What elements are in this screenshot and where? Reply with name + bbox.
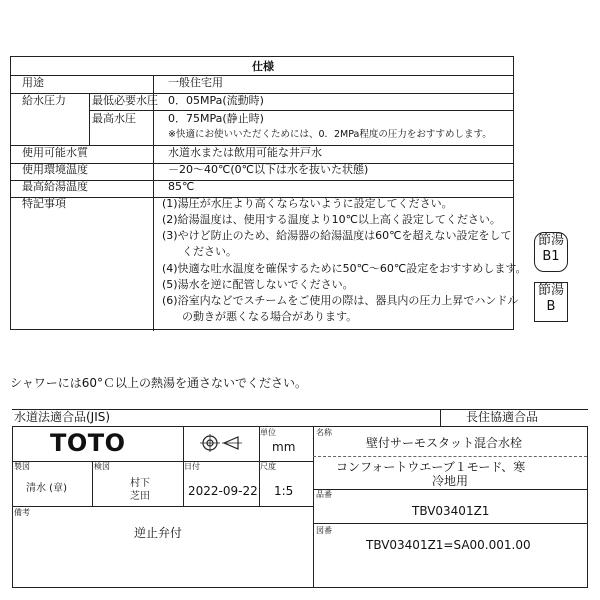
- drawn-value: 清水 (章): [26, 483, 67, 494]
- drawing-value: TBV03401Z1=SA00.001.00: [366, 538, 531, 552]
- spec-note-3-cont: ください。: [182, 245, 237, 258]
- spec-sublabel-min-pressure: 最低必要水圧: [92, 94, 158, 107]
- drawing-label: 図番: [316, 526, 332, 535]
- name-label: 名称: [316, 428, 332, 437]
- partno-value: TBV03401Z1: [412, 504, 490, 518]
- unit-label: 単位: [260, 428, 276, 437]
- spec-note-4: (4)快適な吐水温度を確保するために50℃～60℃設定をおすすめします。: [162, 262, 527, 275]
- subname-line1: コンフォートウエーブ１モード、寒: [336, 460, 526, 474]
- spec-note-1: (1)湯圧が水圧より高くならないように設定してください。: [162, 197, 453, 210]
- subname-line2: 冷地用: [432, 474, 469, 488]
- date-value: 2022-09-22: [188, 484, 258, 498]
- spec-note-3: (3)やけど防止のため、給湯器の給湯温度は60℃を超えない設定をして: [162, 229, 512, 242]
- checked-value-2: 芝田: [130, 491, 150, 502]
- scale-value: 1:5: [274, 484, 294, 498]
- spec-note-6-cont: の動きが悪くなる場合があります。: [182, 310, 358, 323]
- badge-b-top: 節湯: [537, 283, 564, 298]
- spec-value-max-hot: 85℃: [168, 180, 195, 193]
- spec-sublabel-max-pressure: 最高水圧: [92, 112, 136, 125]
- partno-label: 品番: [316, 490, 332, 499]
- assoc-label: 長住協適合品: [466, 410, 539, 424]
- spec-note-5: (5)湯水を逆に配管しないでください。: [162, 278, 354, 291]
- spec-header: 仕様: [252, 60, 274, 73]
- spec-note-2: (2)給湯温度は、使用する温度より10℃以上高く設定してください。: [162, 213, 501, 226]
- unit-value: mm: [272, 440, 296, 454]
- warning-text: シャワーには60°Ｃ以上の熱湯を通さないでください。: [10, 376, 308, 390]
- spec-pressure-note: ※快適にお使いいただくためには、0．2MPa程度の圧力をおすすめします。: [168, 129, 492, 140]
- spec-label-notes: 特記事項: [22, 197, 66, 210]
- badge-setsuyu-b: [534, 282, 568, 322]
- spec-value-max-pressure: 0．75MPa(静止時): [168, 112, 264, 125]
- projection-symbol-icon: [198, 432, 246, 454]
- scale-label: 尺度: [260, 462, 276, 471]
- spec-value-use: 一般住宅用: [168, 76, 223, 89]
- spec-label-pressure: 給水圧力: [22, 94, 66, 107]
- badge-setsuyu-b1: [534, 232, 568, 272]
- checked-label: 検図: [94, 462, 110, 471]
- spec-note-6: (6)浴室内などでスチームをご使用の際は、器具内の圧力上昇でハンドル: [162, 294, 519, 307]
- checked-value-1: 村下: [130, 478, 150, 489]
- spec-value-water: 水道水または飲用可能な井戸水: [168, 146, 322, 159]
- spec-value-env-temp: －20～40℃(0℃以下は水を抜いた状態): [168, 163, 369, 176]
- remarks-label: 備考: [14, 508, 30, 517]
- badge-b1-top: 節湯: [537, 233, 564, 248]
- spec-label-water: 使用可能水質: [22, 146, 88, 159]
- name-value: 壁付サーモスタット混合水栓: [366, 436, 523, 450]
- date-label: 日付: [184, 462, 200, 471]
- spec-value-min-pressure: 0．05MPa(流動時): [168, 94, 264, 107]
- spec-label-env-temp: 使用環境温度: [22, 163, 88, 176]
- drawn-label: 製図: [14, 462, 30, 471]
- jis-label: 水道法適合品(JIS): [14, 410, 111, 424]
- remarks-value: 逆止弁付: [134, 526, 183, 540]
- toto-logo: TOTO: [50, 429, 126, 457]
- badge-b-bottom: B: [546, 299, 556, 314]
- spec-label-max-hot: 最高給湯温度: [22, 180, 88, 193]
- badge-b1-bottom: B1: [542, 249, 560, 264]
- spec-label-use: 用途: [22, 76, 44, 89]
